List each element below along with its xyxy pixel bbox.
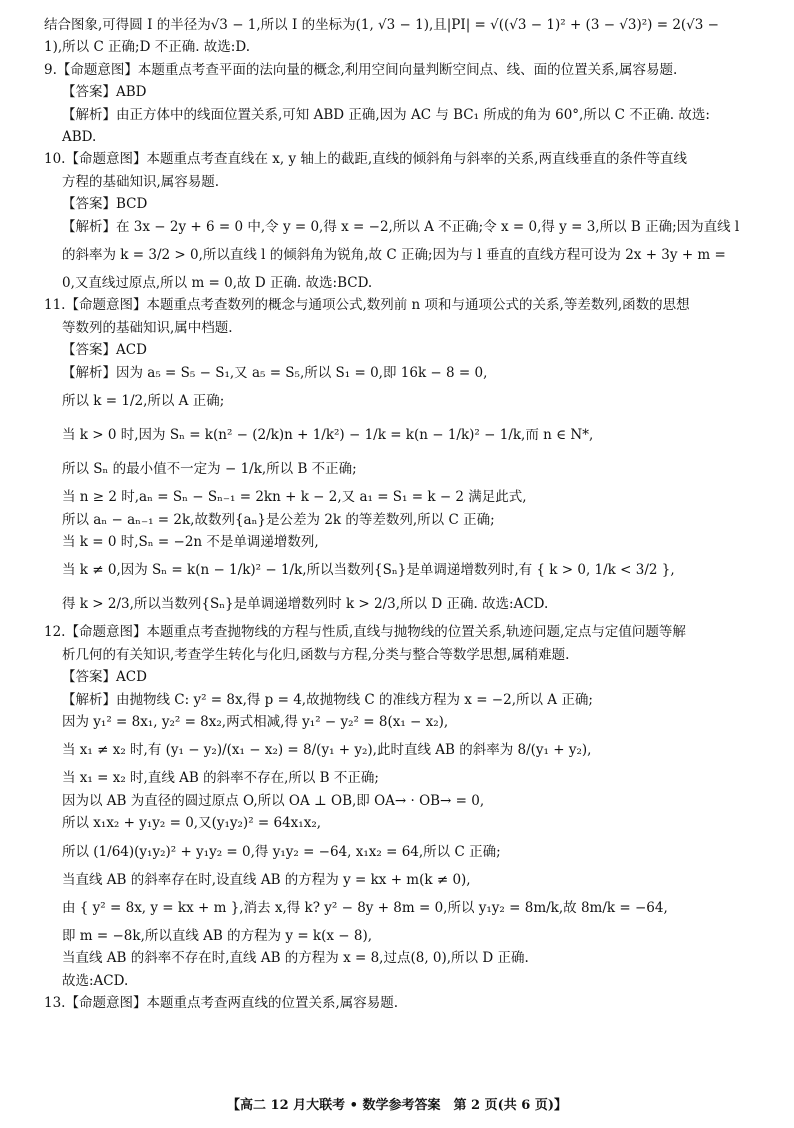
text-line: 故选:ACD. (62, 972, 129, 989)
text-line: 9.【命题意图】本题重点考查平面的法向量的概念,利用空间向量判断空间点、线、面的位置关系,属容易题. (44, 61, 678, 78)
answer-content (44, 14, 762, 1015)
text-line: 当 n ≥ 2 时,aₙ = Sₙ − Sₙ₋₁ = 2kn + k − 2,又 a₁ = S₁ = k − 2 满足此式, (62, 489, 527, 506)
text-line: 析几何的有关知识,考查学生转化与化归,函数与方程,分类与整合等数学思想,属稍难题. (62, 646, 570, 663)
text-line: 当 k > 0 时,因为 Sₙ = k(n² − (2/k)n + 1/k²) − 1/k = k(n − 1/k)² − 1/k,而 n ∈ N*, (62, 427, 594, 444)
text-line: 13.【命题意图】本题重点考查两直线的位置关系,属容易题. (44, 995, 399, 1012)
text-line: 【答案】BCD (62, 196, 148, 213)
text-line: 10.【命题意图】本题重点考查直线在 x, y 轴上的截距,直线的倾斜角与斜率的关系,两直线垂直的条件等直线 (44, 151, 687, 168)
text-line: 所以 k = 1/2,所以 A 正确; (62, 393, 225, 410)
text-line: 所以 (1/64)(y₁y₂)² + y₁y₂ = 0,得 y₁y₂ = −64, x₁x₂ = 64,所以 C 正确; (62, 843, 501, 860)
text-line: 0,又直线过原点,所以 m = 0,故 D 正确. 故选:BCD. (62, 275, 373, 292)
text-line: 等数列的基础知识,属中档题. (62, 319, 233, 336)
text-line: 当直线 AB 的斜率存在时,设直线 AB 的方程为 y = kx + m(k ≠ 0), (62, 871, 471, 888)
text-line: 当 k = 0 时,Sₙ = −2n 不是单调递增数列, (62, 533, 319, 550)
text-line: ABD. (62, 129, 97, 146)
text-line: 【答案】ABD (62, 84, 147, 101)
text-line: 【解析】由正方体中的线面位置关系,可知 ABD 正确,因为 AC 与 BC₁ 所成的角为 60°,所以 C 不正确. 故选: (62, 106, 710, 123)
text-line: 方程的基础知识,属容易题. (62, 173, 220, 190)
text-line: 【解析】由抛物线 C: y² = 8x,得 p = 4,故抛物线 C 的准线方程为 x = −2,所以 A 正确; (62, 691, 593, 708)
page-footer: 【高二 12 月大联考 • 数学参考答案 第 2 页(共 6 页)】 (227, 1098, 567, 1113)
text-line: 11.【命题意图】本题重点考查数列的概念与通项公式,数列前 n 项和与通项公式的关系,等差数列,函数的思想 (44, 297, 690, 314)
text-line: 当 x₁ = x₂ 时,直线 AB 的斜率不存在,所以 B 不正确; (62, 770, 379, 787)
text-line: 因为 y₁² = 8x₁, y₂² = 8x₂,两式相减,得 y₁² − y₂² = 8(x₁ − x₂), (62, 713, 449, 730)
text-line: 当 x₁ ≠ x₂ 时,有 (y₁ − y₂)/(x₁ − x₂) = 8/(y₁ + y₂),此时直线 AB 的斜率为 8/(y₁ + y₂), (62, 742, 592, 759)
text-line: 即 m = −8k,所以直线 AB 的方程为 y = k(x − 8), (62, 927, 373, 944)
text-line: 由 { y² = 8x, y = kx + m },消去 x,得 k? y² − 8y + 8m = 0,所以 y₁y₂ = 8m/k,故 8m/k = −64, (62, 899, 668, 916)
text-line: 结合图象,可得圆 I 的半径为√3 − 1,所以 I 的坐标为(1, √3 − 1),且|PI| = √((√3 − 1)² + (3 − √3)²) = 2(√3 − (44, 17, 719, 33)
text-line: 的斜率为 k = 3/2 > 0,所以直线 l 的倾斜角为锐角,故 C 正确;因为与 l 垂直的直线方程可设为 2x + 3y + m = (62, 247, 726, 264)
text-line: 【解析】在 3x − 2y + 6 = 0 中,令 y = 0,得 x = −2,所以 A 不正确;令 x = 0,得 y = 3,所以 B 正确;因为直线 l (62, 218, 740, 235)
text-line: 所以 x₁x₂ + y₁y₂ = 0,又(y₁y₂)² = 64x₁x₂, (62, 815, 322, 832)
text-line: 所以 Sₙ 的最小值不一定为 − 1/k,所以 B 不正确; (62, 461, 357, 478)
text-line: 12.【命题意图】本题重点考查抛物线的方程与性质,直线与抛物线的位置关系,轨迹问题,定点与定值问题等解 (44, 624, 686, 641)
text-line: 当直线 AB 的斜率不存在时,直线 AB 的方程为 x = 8,过点(8, 0),所以 D 正确. (62, 950, 529, 967)
text-line: 因为以 AB 为直径的圆过原点 O,所以 OA ⊥ OB,即 OA→ · OB→ = 0, (62, 792, 485, 809)
text-line: 得 k > 2/3,所以当数列{Sₙ}是单调递增数列时 k > 2/3,所以 D 正确. 故选:ACD. (62, 596, 549, 613)
text-line: 所以 aₙ − aₙ₋₁ = 2k,故数列{aₙ}是公差为 2k 的等差数列,所以 C 正确; (62, 511, 495, 528)
text-line: 1),所以 C 正确;D 不正确. 故选:D. (44, 39, 250, 56)
text-line: 当 k ≠ 0,因为 Sₙ = k(n − 1/k)² − 1/k,所以当数列{Sₙ}是单调递增数列时,有 { k > 0, 1/k < 3/2 }, (62, 562, 675, 579)
text-line: 【答案】ACD (62, 669, 147, 686)
text-line: 【答案】ACD (62, 342, 147, 359)
text-line: 【解析】因为 a₅ = S₅ − S₁,又 a₅ = S₅,所以 S₁ = 0,即 16k − 8 = 0, (62, 364, 488, 381)
